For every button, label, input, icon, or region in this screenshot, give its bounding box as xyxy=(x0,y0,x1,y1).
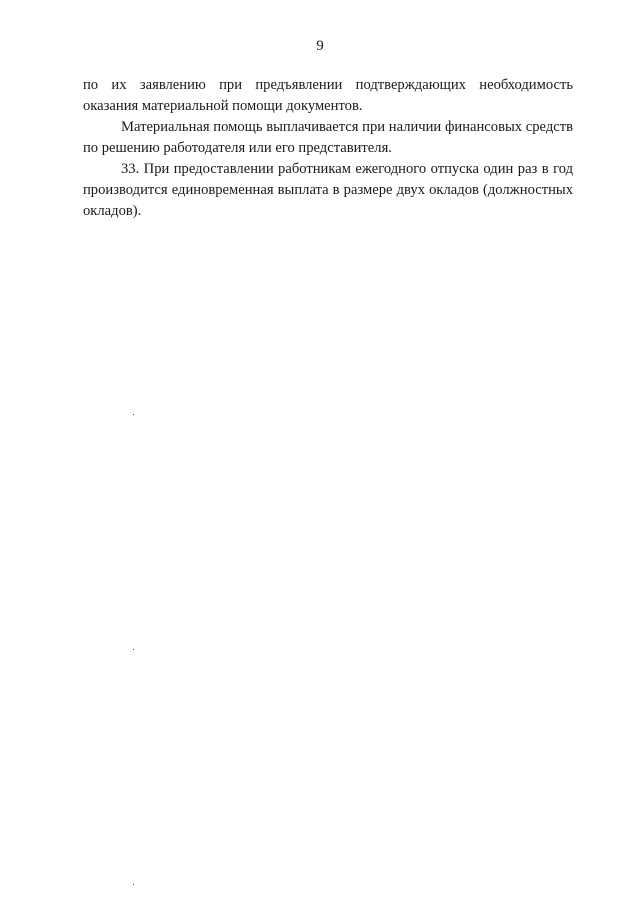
page-number: 9 xyxy=(316,38,324,54)
document-body xyxy=(83,75,573,222)
scan-speck xyxy=(133,414,134,415)
scan-speck xyxy=(133,884,134,885)
scan-speck xyxy=(133,649,134,650)
paragraph-continuation: по их заявлению при предъявлении подтверждающих необходимость оказания материальной помощи документов. xyxy=(83,77,573,114)
paragraph-material-aid: Материальная помощь выплачивается при наличии финансовых средств по решению работодателя или его представителя. xyxy=(83,119,573,156)
paragraph-clause-33: 33. При предоставлении работникам ежегодного отпуска один раз в год производится единовременная выплата в размере двух окладов (должностных окладов). xyxy=(83,161,573,219)
